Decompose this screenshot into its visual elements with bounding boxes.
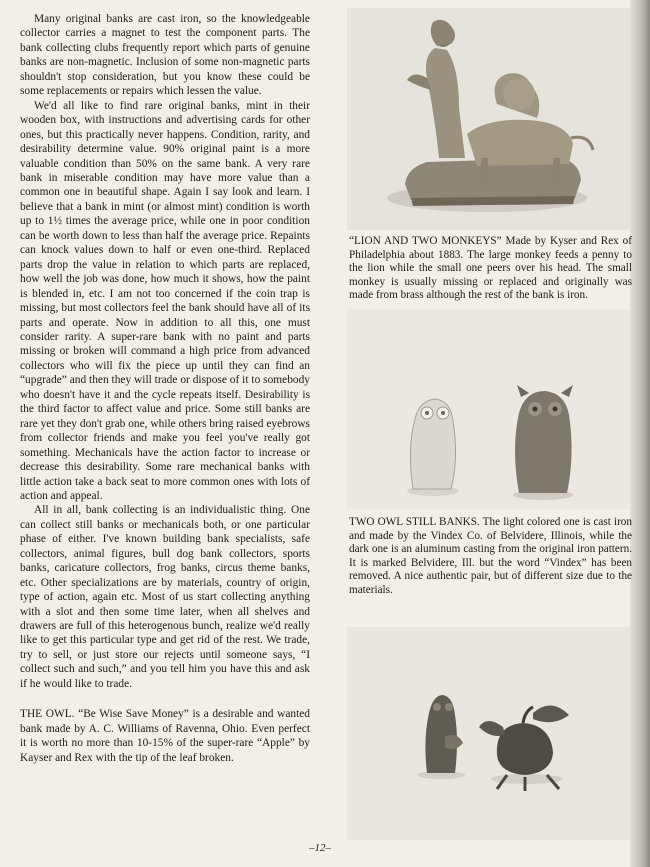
lion-bank-image [347,8,630,230]
paragraph-owl: THE OWL. “Be Wise Save Money” is a desirable and wanted bank made by A. C. Williams of Ravenna, Ohio. Even perfect it is worth no more than 10-15% of the super-rare “Apple” by Kayser and Rex with the tip of the leaf broken. [20,708,310,764]
caption-lion-and-two-monkeys: “LION AND TWO MONKEYS” Made by Kyser and Rex of Philadelphia about 1883. The large monkey feeds a penny to the lion while the small one peers over his head. The small monkey is usually missing or replaced and originally was made from brass although the rest of the bank is iron. [349,235,632,301]
paragraph-magnet: Many original banks are cast iron, so the knowledgeable collector carries a magnet to test the component parts. The bank collecting clubs frequently report which parts of genuine banks are non-magnetic. Inclusion of some non-magnetic parts shouldn't stop consideration, but you know these could be some replacements or repairs which lessen the value. [20,13,310,98]
page-number: –12– [309,842,331,854]
photo-lion-and-two-monkeys [347,8,630,230]
caption-two-owl-still-banks: TWO OWL STILL BANKS. The light colored one is cast iron and made by the Vindex Co. of Belvidere, Illinois, while the dark one is an aluminum casting from the original iron pattern. It is marked Belvidere, Ill. but the word “Vindex” has been removed. A nice authentic pair, but of different size due to the materials. [349,516,632,596]
paragraph-collecting: All in all, bank collecting is an individualistic thing. One can collect still banks or mechanicals both, or one particular phase of either. I've known building bank specialists, safe collectors, animal figures, bull dog bank collectors, sports banks, caricature collectors, frog banks, circus theme banks, etc. Other specializations are by materials, country of origin, type of action, again etc. Most of us start collecting anything with a slot and then some time later, when all shelves and drawers are full of this heterogenous bunch, realize we'd really like to get this particular type and get rid of the rest. We trade, try to sell, or just store our rejects until someone says, “I collect such and such,” and you tell him you have this and ask if he would like to trade. [20,504,310,690]
photo-owl-and-apple-banks [347,627,630,840]
photo-two-owl-still-banks [347,309,630,509]
left-column [20,12,310,765]
page-edge-shadow [630,0,650,867]
paragraph-condition: We'd all like to find rare original banks, mint in their wooden box, with instructions and advertising cards for other ones, but this practically never happens. Condition, rarity, and desirability determine value. 90% original paint is a more valuable condition than 50% on the same bank. A very rare bank in miserable condition may have more value than a common one in beautiful shape. Again I say look and learn. I believe that a bank in mint (or almost mint) condition is worth up to 1½ times the average price, while one in poor condition can be worth down to less than half the average price. Repaints can knock values down to half or even one-third. Replaced parts drop the value in relation to which parts are replaced, how well the job was done, how much it shows, how the paint is blended in, etc. I am not too concerned if the coin trap is missing, but most collectors feel the bank should have all of its parts and operate. Now in addition to all this, one must consider rarity. A super-rare bank with no paint and parts missing or broken will command a high price from advanced collectors who will fix the piece up until they can find an “upgrade” and then they will trade or dispose of it to somebody who doesn't have it and the cycle repeats itself. Desirability is the third factor to affect value and price. Some still banks are rare yet they don't grab one, while others bring raised eyebrows from collector friends and make you feel you've really got something. Mechanicals have the action factor to increase or decrease this desirability. Some rare mechanical banks with little action take a back seat to more common ones with lots of action and appeal. [20,99,310,502]
owl-apple-banks-image [347,627,630,840]
owl-banks-image [347,309,630,509]
